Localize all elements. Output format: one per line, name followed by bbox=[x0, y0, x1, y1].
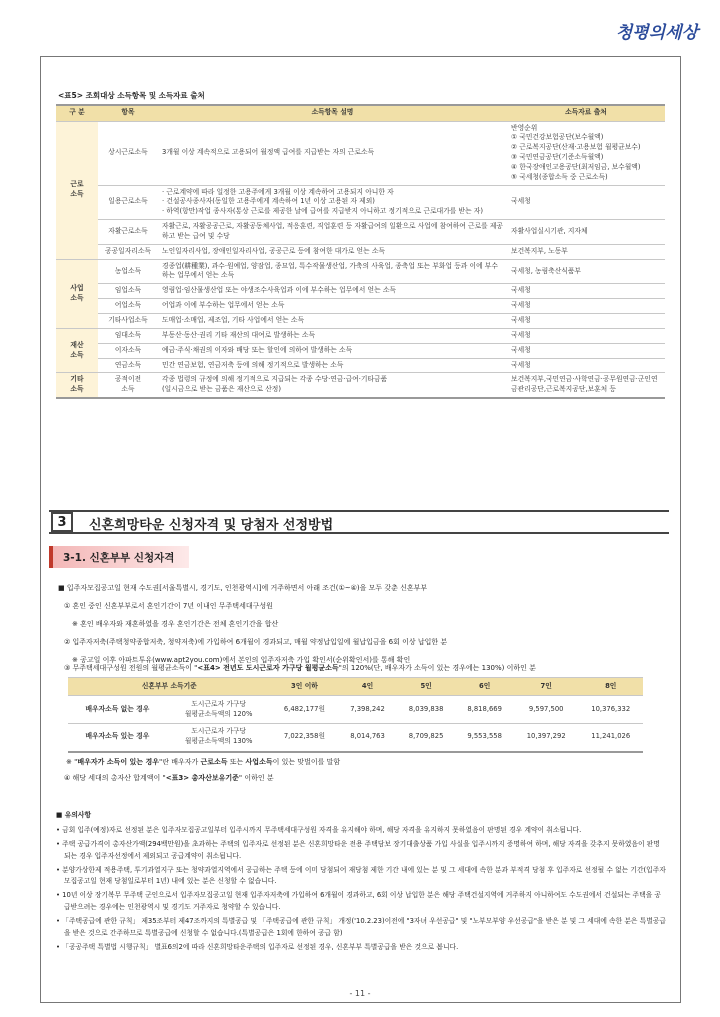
table-row bbox=[56, 121, 665, 185]
col-header: 소득자료 출처 bbox=[507, 105, 665, 121]
source-cell: 자활사업실시기관, 지자체 bbox=[507, 220, 665, 245]
basis-cell: 도시근로자 가구당 월평균소득액의 130% bbox=[167, 724, 271, 752]
income-value-cell: 8,039,838 bbox=[397, 696, 456, 724]
item-cell: 상시근로소득 bbox=[98, 121, 158, 185]
category-cell: 근로 소득 bbox=[56, 121, 98, 259]
table-row bbox=[68, 696, 643, 724]
table-row bbox=[68, 724, 643, 752]
note-item: • 분양가상한제 적용주택, 투기과열지구 또는 청약과열지역에서 공급하는 주택 등에 이미 당첨되어 재당첨 제한 기간 내에 있는 분 및 그 세대에 속한 분과 부적격 당첨 후 입주자로 선정될 수 없는 기간(입주자모집공고일 현재 당첨일로부터 1년) 내에 있는 분은 신청할 수 없습니다. bbox=[56, 865, 666, 886]
condition-1: ① 혼인 중인 신혼부부로서 혼인기간이 7년 이내인 무주택세대구성원 bbox=[64, 602, 273, 610]
subsection-title: 3-1. 신혼부부 신청자격 bbox=[63, 552, 175, 564]
notes-heading: ■ 유의사항 bbox=[56, 811, 92, 819]
income-value-cell: 9,553,558 bbox=[455, 724, 514, 752]
table-row bbox=[56, 185, 665, 220]
source-cell: 반영순위 ① 국민건강보험공단(보수월액) ② 근로복지공단(산재·고용보험 월평균보수) ③ 국민연금공단(기준소득월액) ④ 한국장애인고용공단(최저임금, 보수월액) ⑤ 국세청(종합소득 중 근로소득) bbox=[507, 121, 665, 185]
description-cell: 어업과 이에 부수하는 업무에서 얻는 소득 bbox=[158, 299, 507, 314]
eligibility-intro: ■ 입주자모집공고일 현재 수도권[서울특별시, 경기도, 인천광역시]에 거주하면서 아래 조건(①~④)을 모두 갖춘 신혼부부 bbox=[58, 584, 428, 592]
section-3-header bbox=[49, 510, 669, 534]
income-value-cell: 7,022,358원 bbox=[271, 724, 339, 752]
section-title: 신혼희망타운 신청자격 및 당첨자 선정방법 bbox=[89, 518, 334, 533]
row-label: 배우자소득 없는 경우 bbox=[68, 696, 167, 724]
item-cell: 임대소득 bbox=[98, 328, 158, 343]
income-items-table bbox=[56, 104, 665, 399]
col-header: 구 분 bbox=[56, 105, 98, 121]
logo: 청평의세상 bbox=[615, 23, 698, 43]
income-value-cell: 8,709,825 bbox=[397, 724, 456, 752]
note-item: • 10년 이상 장기복무 무주택 군인으로서 입주자모집공고일 현재 입주자저축에 가입하여 6개월이 경과하고, 6회 이상 납입한 분은 해당 주택건설지역에 거주하지 아니하여도 수도권에서 건설되는 주택을 공급받으려는 경우에는 인천광역시 및 경기도 거주자로 청약할 수 있습니다. bbox=[56, 891, 661, 912]
income-value-cell: 10,397,292 bbox=[514, 724, 579, 752]
income-value-cell: 7,398,242 bbox=[338, 696, 397, 724]
item-cell: 자활근로소득 bbox=[98, 220, 158, 245]
description-cell: · 근로계약에 따라 일정한 고용주에게 3개월 이상 계속하여 고용되지 아니한 자 · 건설공사종사자(동일한 고용주에게 계속하여 1년 이상 고용된 자 제외) · 하역(항만)작업 종사자(통상 근로를 제공한 날에 급여를 지급받지 아니하고 정기적으로 근로대가를 받는 자) bbox=[158, 185, 507, 220]
description-cell: 자활근로, 자활공공근로, 자활공동체사업, 적응훈련, 직업훈련 등 자활급여의 일환으로 사업에 참여하여 근로를 제공하고 받는 급여 및 수당 bbox=[158, 220, 507, 245]
income-value-cell: 8,818,669 bbox=[455, 696, 514, 724]
income-value-cell: 10,376,332 bbox=[578, 696, 643, 724]
condition-2-note: ※ 공고일 이후 아파트투유(www.apt2you.com)에서 본인의 입주자저축 가입 확인서(순위확인서)를 통해 확인 bbox=[72, 656, 411, 664]
table-row bbox=[56, 328, 665, 343]
item-cell: 공공일자리소득 bbox=[98, 244, 158, 259]
description-cell: 도매업·소매업, 제조업, 기타 사업에서 얻는 소득 bbox=[158, 314, 507, 329]
table-row bbox=[56, 373, 665, 398]
condition-1-note: ※ 혼인 배우자와 재혼하였을 경우 혼인기간은 전체 혼인기간을 합산 bbox=[72, 620, 279, 628]
note-item: • 금회 입주(예정)자로 선정된 분은 입주자모집공고일부터 입주시까지 무주택세대구성원 자격을 유지해야 하며, 해당 자격을 유지하지 못하였음이 판명된 경우 계약이 취소됩니다. bbox=[56, 825, 582, 834]
spouse-income-note: ※ "배우자가 소득이 있는 경우"란 배우자가 근로소득 또는 사업소득이 있는 맞벌이를 말함 bbox=[66, 758, 341, 766]
condition-2: ② 입주자저축(주택청약종합저축, 청약저축)에 가입하여 6개월이 경과되고, 매월 약정납입일에 월납입금을 6회 이상 납입한 분 bbox=[64, 638, 448, 646]
category-cell: 재산 소득 bbox=[56, 328, 98, 373]
source-cell: 국세청 bbox=[507, 314, 665, 329]
description-cell: 민간 연금보험, 연금저축 등에 의해 정기적으로 발생하는 소득 bbox=[158, 358, 507, 373]
income-value-cell: 6,482,177원 bbox=[271, 696, 339, 724]
table-row bbox=[56, 220, 665, 245]
item-cell: 어업소득 bbox=[98, 299, 158, 314]
table-row bbox=[56, 244, 665, 259]
income-value-cell: 8,014,763 bbox=[338, 724, 397, 752]
table-row bbox=[56, 299, 665, 314]
item-cell: 기타사업소득 bbox=[98, 314, 158, 329]
description-cell: 부동산·동산·권리 기타 재산의 대여로 발생하는 소득 bbox=[158, 328, 507, 343]
source-cell: 국세청 bbox=[507, 299, 665, 314]
subsection-header bbox=[49, 546, 189, 568]
condition-4: ④ 해당 세대의 총자산 합계액이 "<표3> 총자산보유기준" 이하인 분 bbox=[64, 774, 274, 782]
description-cell: 각종 법령의 규정에 의해 정기적으로 지급되는 각종 수당·연금·급여·기타금품 (일시금으로 받는 금품은 재산으로 산정) bbox=[158, 373, 507, 398]
col-header: 5인 bbox=[397, 678, 456, 696]
col-header: 6인 bbox=[455, 678, 514, 696]
col-header: 8인 bbox=[578, 678, 643, 696]
table-row bbox=[56, 314, 665, 329]
source-cell: 국세청 bbox=[507, 328, 665, 343]
basis-cell: 도시근로자 가구당 월평균소득액의 120% bbox=[167, 696, 271, 724]
col-header: 3인 이하 bbox=[271, 678, 339, 696]
source-cell: 국세청 bbox=[507, 358, 665, 373]
source-cell: 국세청 bbox=[507, 284, 665, 299]
income-criteria-table bbox=[68, 677, 643, 753]
description-cell: 예금·주식·채권의 이자와 배당 또는 할인에 의하여 발생하는 소득 bbox=[158, 343, 507, 358]
col-header: 항목 bbox=[98, 105, 158, 121]
table-row bbox=[56, 358, 665, 373]
col-header: 4인 bbox=[338, 678, 397, 696]
income-value-cell: 11,241,026 bbox=[578, 724, 643, 752]
income-value-cell: 9,597,500 bbox=[514, 696, 579, 724]
table-row bbox=[56, 284, 665, 299]
source-cell: 보건복지부, 노동부 bbox=[507, 244, 665, 259]
source-cell: 국세청, 농림축산식품부 bbox=[507, 259, 665, 284]
description-cell: 3개월 이상 계속적으로 고용되어 월정액 급여를 지급받는 자의 근로소득 bbox=[158, 121, 507, 185]
description-cell: 노인일자리사업, 장애인일자리사업, 공공근로 등에 참여한 대가로 얻는 소득 bbox=[158, 244, 507, 259]
table-caption: <표5> 조회대상 소득항목 및 소득자료 출처 bbox=[58, 91, 205, 100]
table-row bbox=[56, 259, 665, 284]
category-cell: 기타 소득 bbox=[56, 373, 98, 398]
item-cell: 농업소득 bbox=[98, 259, 158, 284]
item-cell: 연금소득 bbox=[98, 358, 158, 373]
source-cell: 국세청 bbox=[507, 185, 665, 220]
page-number: - 11 - bbox=[349, 989, 371, 998]
item-cell: 공적이전 소득 bbox=[98, 373, 158, 398]
note-item: • 「공공주택 특별법 시행규칙」 별표6의2에 따라 신혼희망타운주택의 입주자로 선정된 경우, 신혼부부 특별공급을 받은 것으로 봅니다. bbox=[56, 942, 459, 951]
category-cell: 사업 소득 bbox=[56, 259, 98, 328]
source-cell: 국세청 bbox=[507, 343, 665, 358]
description-cell: 경종업(耕種業), 과수·원예업, 양잠업, 종묘업, 특수작물생산업, 가축의 사육업, 종축업 또는 부화업 등과 이에 부수하는 업무에서 얻는 소득 bbox=[158, 259, 507, 284]
row-label: 배우자소득 있는 경우 bbox=[68, 724, 167, 752]
note-item: • 「주택공급에 관한 규칙」 제35조부터 제47조까지의 특별공급 및 「주택공급에 관한 규칙」 개정('10.2.23)이전에 "3자녀 우선공급" 및 "노부모부양 우선공급"을 받은 분 및 그 세대에 속한 분은 특별공급을 받은 것으로 간주하므로 특별공급에 신청할 수 없습니다.(특별공급은 1회에 한하여 공급 함) bbox=[56, 917, 666, 938]
source-cell: 보건복지부,국민연금·사학연금·공무원연금·군인연금관리공단,근로복지공단,보훈처 등 bbox=[507, 373, 665, 398]
item-cell: 임업소득 bbox=[98, 284, 158, 299]
col-header: 7인 bbox=[514, 678, 579, 696]
col-header: 신혼부부 소득기준 bbox=[68, 678, 271, 696]
table-row bbox=[56, 343, 665, 358]
item-cell: 이자소득 bbox=[98, 343, 158, 358]
notes-section bbox=[56, 810, 666, 956]
condition-3: ③ 무주택세대구성원 전원의 월평균소득이 "<표4> 전년도 도시근로자 가구당 월평균소득"의 120%(단, 배우자가 소득이 있는 경우에는 130%) 이하인 분 bbox=[64, 664, 536, 672]
note-item: • 주택 공급가격이 총자산가액(294백만원)을 초과하는 주택의 입주자로 선정된 분은 신혼희망타운 전용 주택담보 장기대출상품 가입 사실을 입주시까지 증명하여 하며, 해당 자격을 갖추지 못하였음이 판명되는 경우 입주자선정에서 제외되고 공급계약이 취소됩니다. bbox=[56, 839, 660, 860]
section-number: 3 bbox=[51, 512, 73, 532]
description-cell: 영림업·임산물생산업 또는 야생조수사육업과 이에 부수하는 업무에서 얻는 소득 bbox=[158, 284, 507, 299]
col-header: 소득항목 설명 bbox=[158, 105, 507, 121]
item-cell: 일용근로소득 bbox=[98, 185, 158, 220]
